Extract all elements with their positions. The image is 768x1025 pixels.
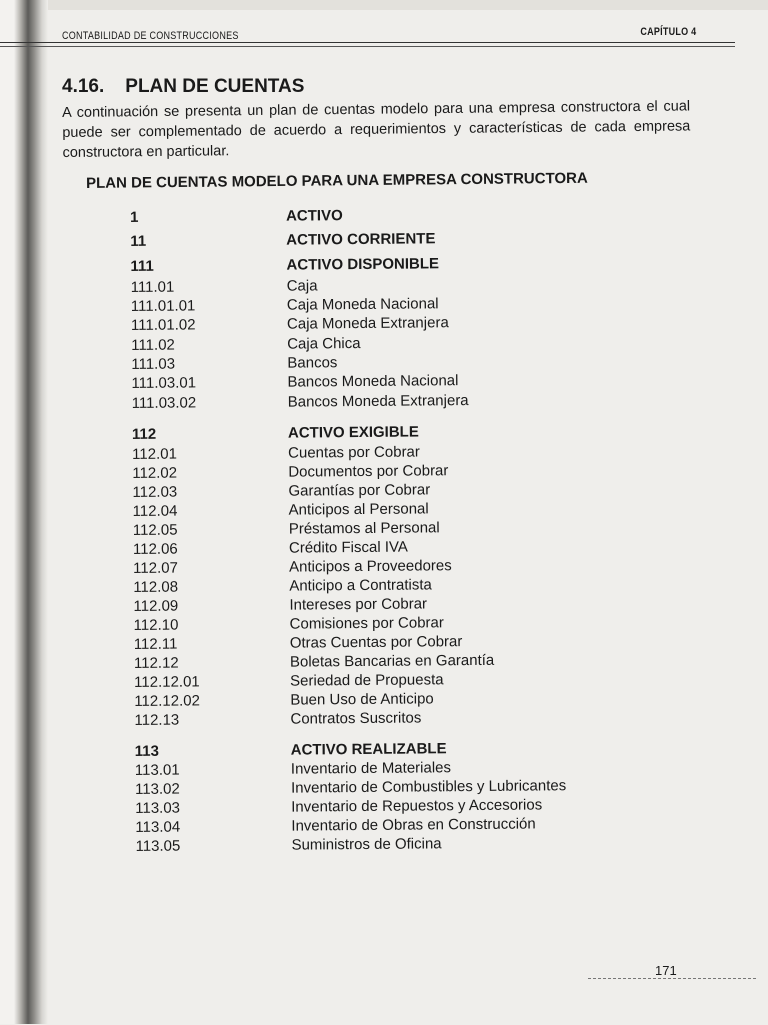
account-name: Otras Cuentas por Cobrar xyxy=(290,633,463,652)
account-name: Inventario de Materiales xyxy=(291,759,451,777)
page-number: 171 xyxy=(655,963,677,978)
account-code: 111.03.02 xyxy=(132,394,282,412)
intro-paragraph: A continuación se presenta un plan de cuentas modelo para una empresa constructora el cual puede ser complementado de acuerdo a requerimientos y características de cada empresa constructora en particular. xyxy=(62,96,691,163)
account-name: ACTIVO CORRIENTE xyxy=(286,230,435,248)
account-code: 112.10 xyxy=(134,616,284,634)
account-code: 113.03 xyxy=(135,799,285,817)
account-name: Intereses por Cobrar xyxy=(289,595,427,613)
account-code: 11 xyxy=(130,232,280,250)
account-code: 111.02 xyxy=(131,336,281,354)
account-code: 112.07 xyxy=(133,559,283,577)
account-code: 113.01 xyxy=(135,761,285,779)
account-name: Contratos Suscritos xyxy=(290,709,421,727)
account-name: ACTIVO DISPONIBLE xyxy=(286,255,439,273)
footer-rule xyxy=(588,978,756,979)
account-name: Bancos xyxy=(287,354,337,371)
account-name: Seriedad de Propuesta xyxy=(290,671,444,689)
account-name: Caja Moneda Extranjera xyxy=(287,314,449,332)
account-name: Bancos Moneda Extranjera xyxy=(288,392,469,411)
account-name: Cuentas por Cobrar xyxy=(288,443,420,461)
account-code: 112 xyxy=(132,425,282,443)
account-code: 111.03 xyxy=(131,355,281,373)
account-code: 112.03 xyxy=(132,483,282,501)
account-name: Anticipos a Proveedores xyxy=(289,557,452,575)
account-code: 1 xyxy=(130,208,280,226)
account-name: Boletas Bancarias en Garantía xyxy=(290,652,494,671)
plan-title: PLAN DE CUENTAS MODELO PARA UNA EMPRESA CONSTRUCTORA xyxy=(86,170,588,192)
account-name: Crédito Fiscal IVA xyxy=(289,539,408,557)
account-name: Documentos por Cobrar xyxy=(288,462,448,480)
account-code: 112.11 xyxy=(134,635,284,653)
account-name: ACTIVO EXIGIBLE xyxy=(288,423,419,441)
account-code: 112.04 xyxy=(133,502,283,520)
account-name: ACTIVO xyxy=(286,207,343,224)
account-code: 113 xyxy=(135,742,285,760)
account-code: 112.12 xyxy=(134,654,284,672)
account-code: 113.02 xyxy=(135,780,285,798)
section-number: 4.16. xyxy=(62,76,120,98)
account-name: Garantías por Cobrar xyxy=(288,481,430,499)
account-code: 111.01.02 xyxy=(131,316,281,334)
account-code: 112.01 xyxy=(132,445,282,463)
account-code: 111.01 xyxy=(131,278,281,296)
header-chapter: CAPÍTULO 4 xyxy=(640,26,696,38)
account-code: 112.08 xyxy=(133,578,283,596)
account-code: 112.12.01 xyxy=(134,673,284,691)
account-code: 112.09 xyxy=(133,597,283,615)
header-book-title: CONTABILIDAD DE CONSTRUCCIONES xyxy=(62,30,239,42)
account-code: 112.12.02 xyxy=(134,692,284,710)
account-code: 113.04 xyxy=(135,818,285,836)
account-code: 112.05 xyxy=(133,521,283,539)
section-title: PLAN DE CUENTAS xyxy=(125,76,304,97)
account-name: ACTIVO REALIZABLE xyxy=(291,740,447,758)
account-name: Anticipos al Personal xyxy=(289,500,429,518)
account-name: Bancos Moneda Nacional xyxy=(287,372,458,390)
account-code: 113.05 xyxy=(135,837,285,855)
account-name: Anticipo a Contratista xyxy=(289,576,432,594)
account-code: 112.02 xyxy=(132,464,282,482)
account-name: Inventario de Repuestos y Accesorios xyxy=(291,796,542,815)
account-name: Suministros de Oficina xyxy=(291,835,441,853)
account-name: Buen Uso de Anticipo xyxy=(290,690,434,708)
account-name: Caja Chica xyxy=(287,335,361,353)
account-name: Comisiones por Cobrar xyxy=(290,614,444,632)
account-name: Préstamos al Personal xyxy=(289,519,440,537)
account-code: 112.13 xyxy=(134,711,284,729)
account-name: Caja xyxy=(287,277,318,294)
account-code: 111.03.01 xyxy=(131,374,281,392)
account-name: Inventario de Obras en Construcción xyxy=(291,815,535,834)
account-name: Caja Moneda Nacional xyxy=(287,295,439,313)
account-name: Inventario de Combustibles y Lubricantes xyxy=(291,777,566,796)
account-code: 111 xyxy=(130,257,280,275)
account-code: 112.06 xyxy=(133,540,283,558)
account-code: 111.01.01 xyxy=(131,297,281,315)
